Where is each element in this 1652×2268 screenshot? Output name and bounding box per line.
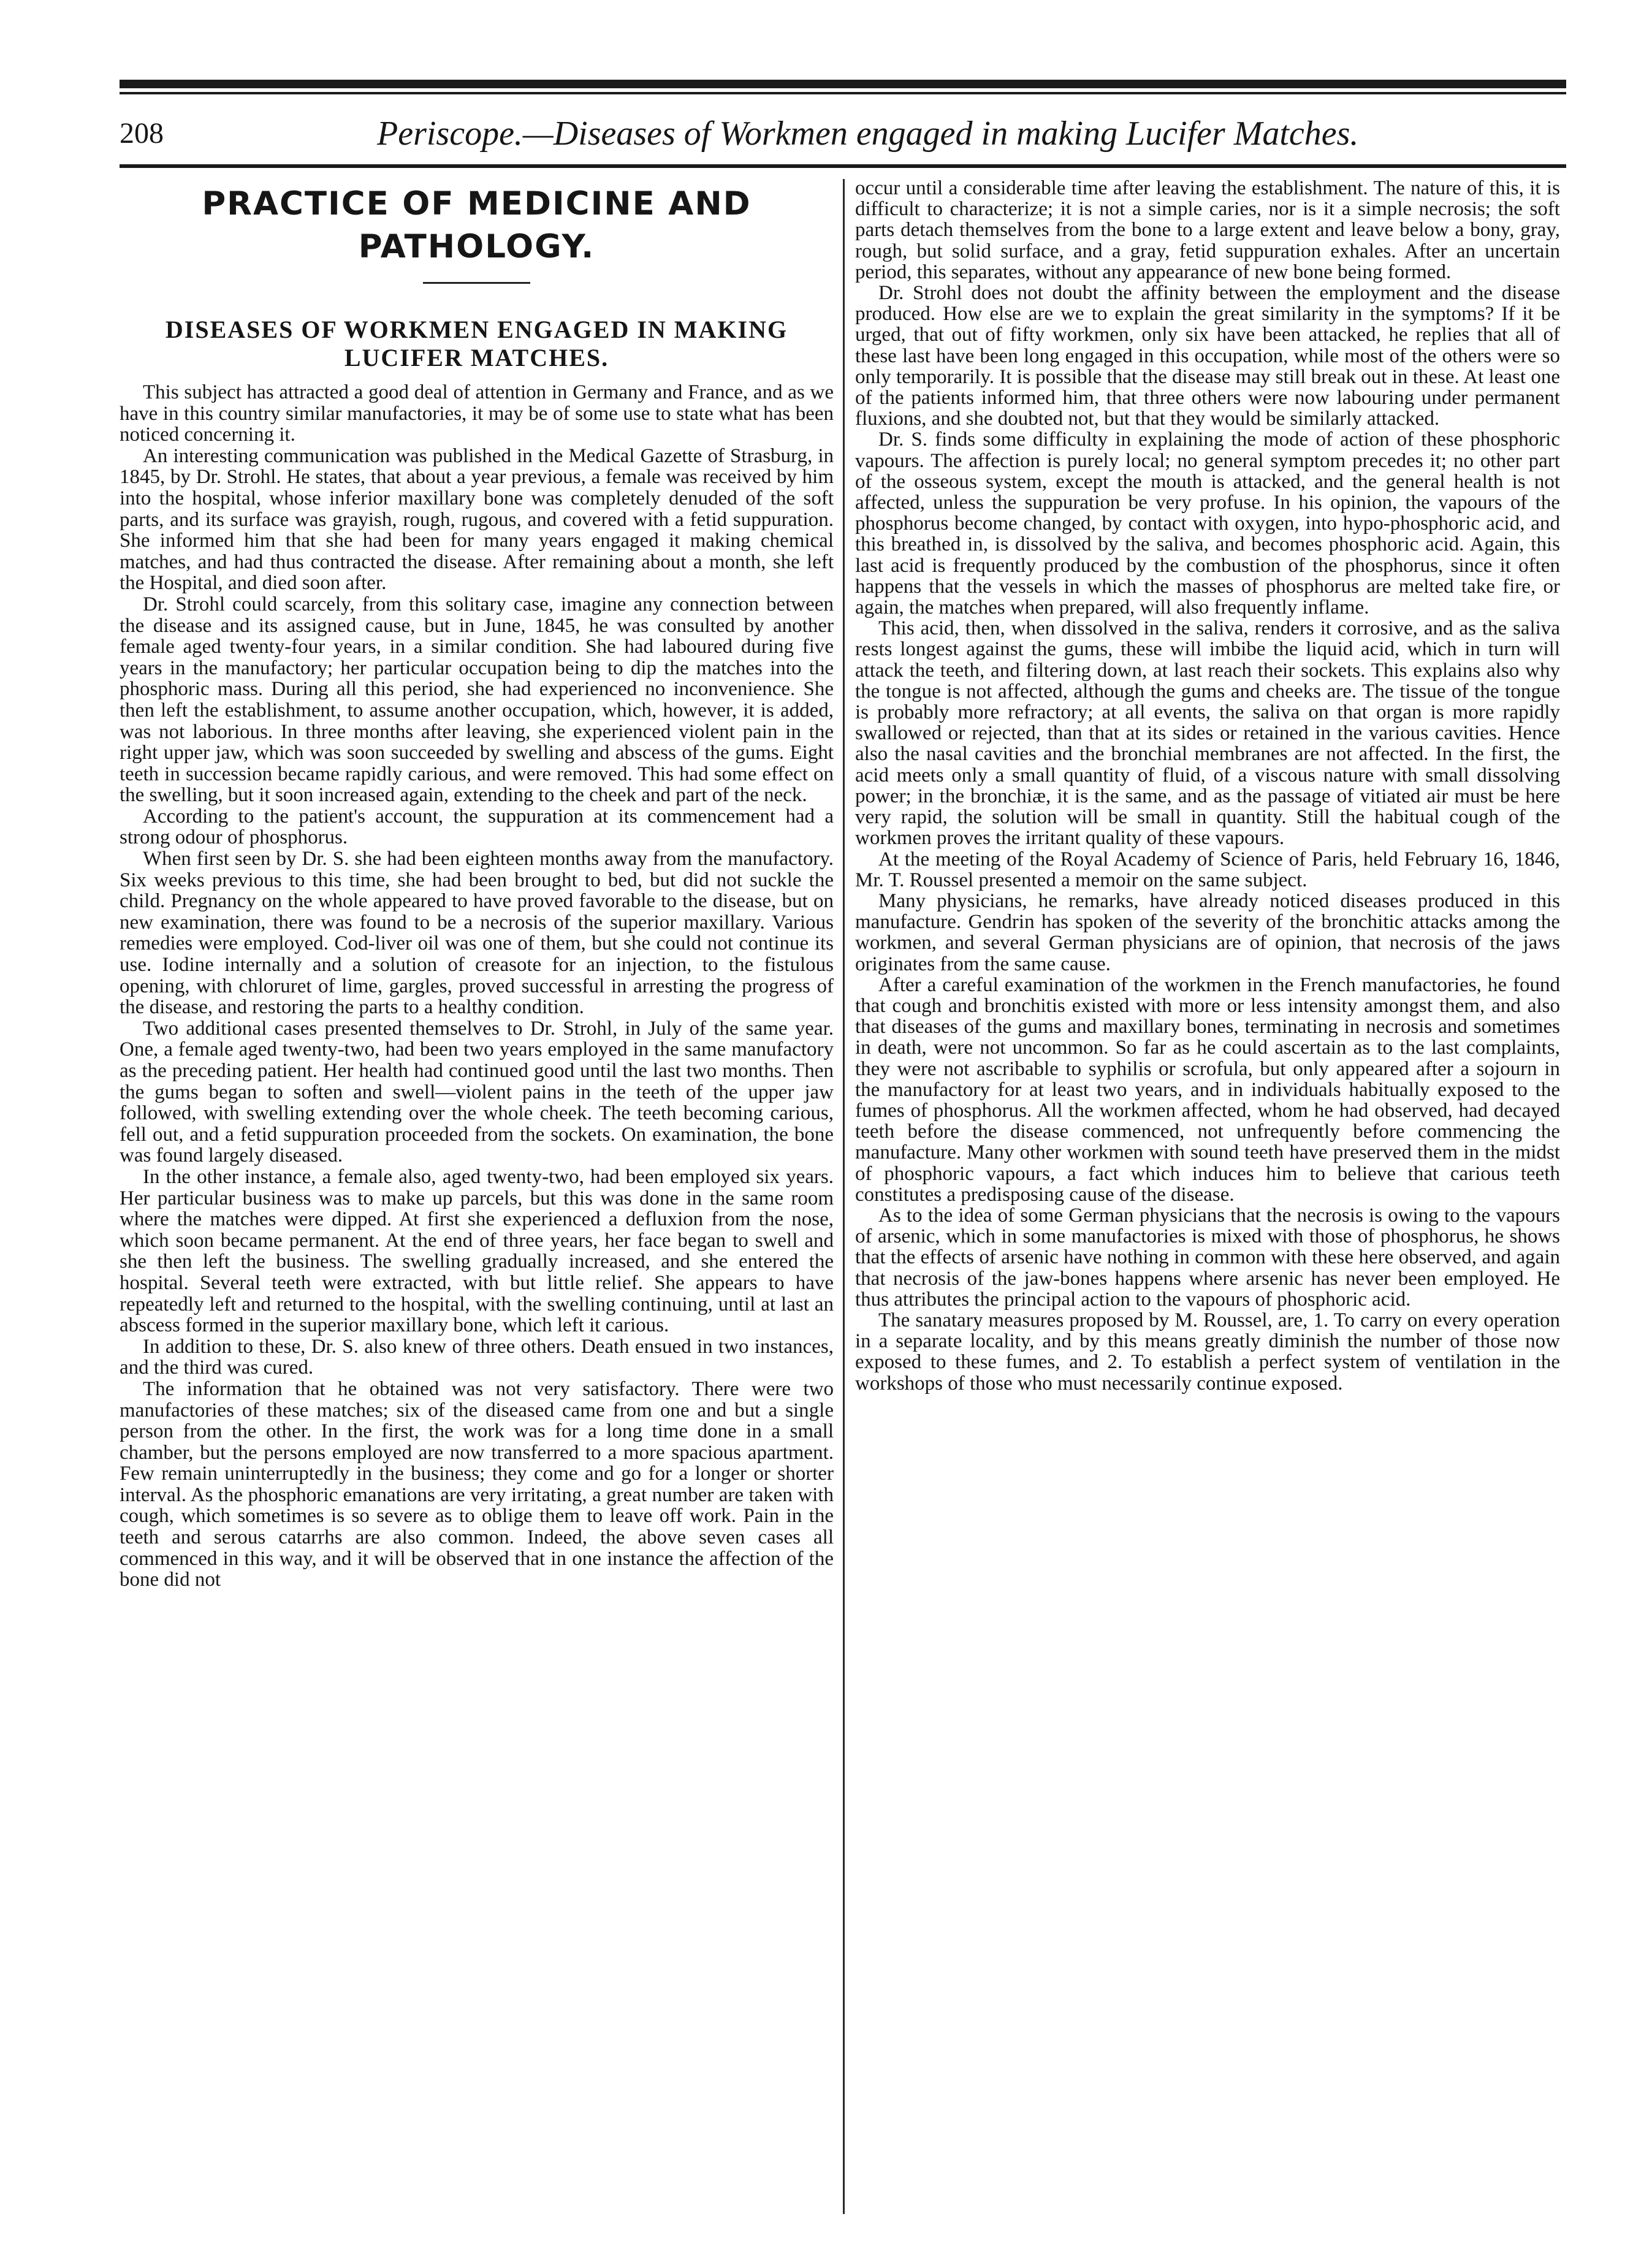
- paragraph: After a careful examination of the workmen in the French manufactories, he found that cough and bronchitis existed with more or less intensity amongst them, and also that diseases of the gums and maxillary bones, terminating in necrosis and sometimes in death, were not uncommon. So far as he could ascertain as to the last complaints, they were not ascribable to syphilis or scrofula, but only appeared after a sojourn in the manufactory for at least two years, and in individuals habitually exposed to the fumes of phosphorus. All the workmen affected, whom he had observed, had decayed teeth before the disease commenced, not unfrequently before commencing the manufacture. Many other workmen with sound teeth have preserved them in the midst of phosphoric vapours, a fact which induces him to believe that carious teeth constitutes a predisposing cause of the disease.: [855, 973, 1560, 1206]
- paragraph: According to the patient's account, the suppuration at its commencement had a strong odour of phosphorus.: [120, 805, 834, 849]
- paragraph: Many physicians, he remarks, have already noticed diseases produced in this manufacture. Gendrin has spoken of the severity of the bronchitic attacks among the workmen, and several German physicians are of opinion, that necrosis of the jaws originates from the same cause.: [855, 889, 1560, 975]
- paragraph: When first seen by Dr. S. she had been eighteen months away from the manufactory. Six weeks previous to this time, she had been brought to bed, but did not suckle the child. Pregnancy on the whole appeared to have proved favorable to the disease, but on new examination, there was found to be a necrosis of the superior maxillary. Various remedies were employed. Cod-liver oil was one of them, but she could not continue its use. Iodine internally and a solution of creasote for an injection, to the fistulous opening, with chloruret of lime, gargles, proved successful in arresting the progress of the disease, and restoring the parts to a healthy condition.: [120, 848, 834, 1019]
- paragraph: Two additional cases presented themselves to Dr. Strohl, in July of the same year. One, a female aged twenty-two, had been two years employed in the same manufactory as the preceding patient. Her health had continued good until the last two months. Then the gums began to soften and swell—violent pains in the teeth of the upper jaw followed, with swelling extending over the whole cheek. The teeth becoming carious, fell out, and a fetid suppuration proceeded from the sockets. On examination, the bone was found largely diseased.: [120, 1017, 834, 1167]
- paragraph: The sanatary measures proposed by M. Roussel, are, 1. To carry on every operation in a separate locality, and by this means greatly diminish the number of those now exposed to these fumes, and 2. To establish a perfect system of ventilation in the workshops of those who must necessarily continue exposed.: [855, 1309, 1560, 1395]
- header-rule: [120, 164, 1566, 168]
- running-head: Periscope.—Diseases of Workmen engaged in making Lucifer Matches.: [377, 115, 1359, 153]
- paragraph: An interesting communication was published in the Medical Gazette of Strasburg, in 1845, by Dr. Strohl. He states, that about a year previous, a female was received by him into the hospital, whose inferior maxillary bone was completely denuded of the soft parts, and its surface was grayish, rough, rugous, and covered with a fetid suppuration. She informed him that she had been for many years engaged it making chemical matches, and had thus contracted the disease. After remaining about a month, she left the Hospital, and died soon after.: [120, 444, 834, 595]
- article-title: DISEASES OF WORKMEN ENGAGED IN MAKING LUCIFER MATCHES.: [165, 316, 788, 371]
- paragraph: The information that he obtained was not very satisfactory. There were two manufactories of these matches; six of the diseased came from one and but a single person from the other. In the first, the work was for a long time done in a small chamber, but the persons employed are now transferred to a more spacious apartment. Few remain uninterruptedly in the business; they come and go for a longer or shorter interval. As the phosphoric emanations are very irritating, a great number are taken with cough, which sometimes is so severe as to oblige them to leave off work. Pain in the teeth and serous catarrhs are also common. Indeed, the above seven cases all commenced in this way, and it will be observed that in one instance the affection of the bone did not: [120, 1377, 834, 1591]
- page-number: 208: [120, 117, 164, 150]
- paragraph: As to the idea of some German physicians that the necrosis is owing to the vapours of arsenic, which in some manufactories is mixed with those of phosphorus, he shows that the effects of arsenic have nothing in common with these here observed, and again that necrosis of the jaw-bones happens where arsenic has never been employed. He thus attributes the principal action to the vapours of phosphoric acid.: [855, 1204, 1560, 1311]
- column-divider: [843, 179, 845, 2214]
- paragraph: Dr. S. finds some difficulty in explaining the mode of action of these phosphoric vapours. The affection is purely local; no general symptom precedes it; no other part of the osseous system, except the mouth is attacked, and the general health is not affected, unless the suppuration be very profuse. In his opinion, the vapours of the phosphorus become changed, by contact with oxygen, into hypo-phosphoric acid, and this breathed in, is dissolved by the saliva, and becomes phosphoric acid. Again, this last acid is frequently produced by the combustion of the phosphorus, since it often happens that the vessels in which the masses of phosphorus are melted take fire, or again, the matches when prepared, will also frequently inflame.: [855, 428, 1560, 619]
- left-column: [120, 178, 834, 1591]
- top-rule-thin: [120, 92, 1566, 94]
- paragraph: In addition to these, Dr. S. also knew of three others. Death ensued in two instances, and the third was cured.: [120, 1335, 834, 1379]
- paragraph: Dr. Strohl does not doubt the affinity between the employment and the disease produced. How else are we to explain the great similarity in the symptoms? If it be urged, that out of fifty workmen, only six have been attacked, he replies that all of these last have been long engaged in this occupation, while most of the others were so only temporarily. It is possible that the disease may still break out in these. At least one of the patients informed him, that three others were now labouring under permanent fluxions, and she doubted not, but that they would be similarly attacked.: [855, 282, 1560, 430]
- paragraph: At the meeting of the Royal Academy of Science of Paris, held February 16, 1846, Mr. T. Roussel presented a memoir on the same subject.: [855, 848, 1560, 891]
- title-divider: [423, 282, 530, 284]
- right-column: [855, 178, 1560, 1394]
- section-title: PRACTICE OF MEDICINE AND PATHOLOGY.: [202, 185, 752, 265]
- paragraph: This subject has attracted a good deal of attention in Germany and France, and as we have in this country similar manufactories, it may be of some use to state what has been noticed concerning it.: [120, 381, 834, 446]
- page-header: [120, 109, 1566, 158]
- paragraph: This acid, then, when dissolved in the saliva, renders it corrosive, and as the saliva rests longest against the gums, these will imbibe the liquid acid, which in turn will attack the teeth, and filtering down, at last reach their sockets. This explains also why the tongue is not affected, although the gums and cheeks are. The tissue of the tongue is probably more refractory; at all events, the saliva on that organ is more rapidly swallowed or rejected, than that at its sides or retained in the various cavities. Hence also the nasal cavities and the bronchial membranes are not affected. In the first, the acid meets only a small quantity of fluid, of a viscous nature with small dissolving power; in the bronchiæ, it is the same, and as the passage of vitiated air must be here very rapid, the solution will be small in quantity. Still the habitual cough of the workmen proves the irritant quality of these vapours.: [855, 617, 1560, 850]
- paragraph: Dr. Strohl could scarcely, from this solitary case, imagine any connection between the disease and its assigned cause, but in June, 1845, he was consulted by another female aged twenty-four years, in a similar condition. She had laboured during five years in the manufactory; her particular occupation being to dip the matches into the phosphoric mass. During all this period, she had experienced no inconvenience. She then left the establishment, to assume another occupation, which, however, it is added, was not laborious. In three months after leaving, she experienced violent pain in the right upper jaw, which was soon succeeded by swelling and abscess of the gums. Eight teeth in succession became rapidly carious, and were removed. This had some effect on the swelling, but it soon increased again, extending to the cheek and part of the neck.: [120, 593, 834, 807]
- paragraph: occur until a considerable time after leaving the establishment. The nature of this, it is difficult to characterize; it is not a simple caries, nor is it a simple necrosis; the soft parts detach themselves from the bone to a large extent and leave below a bony, gray, rough, but solid surface, and a gray, fetid suppuration exhales. After an uncertain period, this separates, without any appearance of new bone being formed.: [855, 177, 1560, 283]
- top-rule: [120, 80, 1566, 88]
- paragraph: In the other instance, a female also, aged twenty-two, had been employed six years. Her particular business was to make up parcels, but this was done in the same room where the matches were dipped. At first she experienced a defluxion from the nose, which soon became permanent. At the end of three years, her face began to swell and she then left the business. The swelling gradually increased, and she entered the hospital. Several teeth were extracted, with but little relief. She appears to have repeatedly left and returned to the hospital, with the swelling continuing, until at last an abscess formed in the superior maxillary bone, which left it carious.: [120, 1165, 834, 1337]
